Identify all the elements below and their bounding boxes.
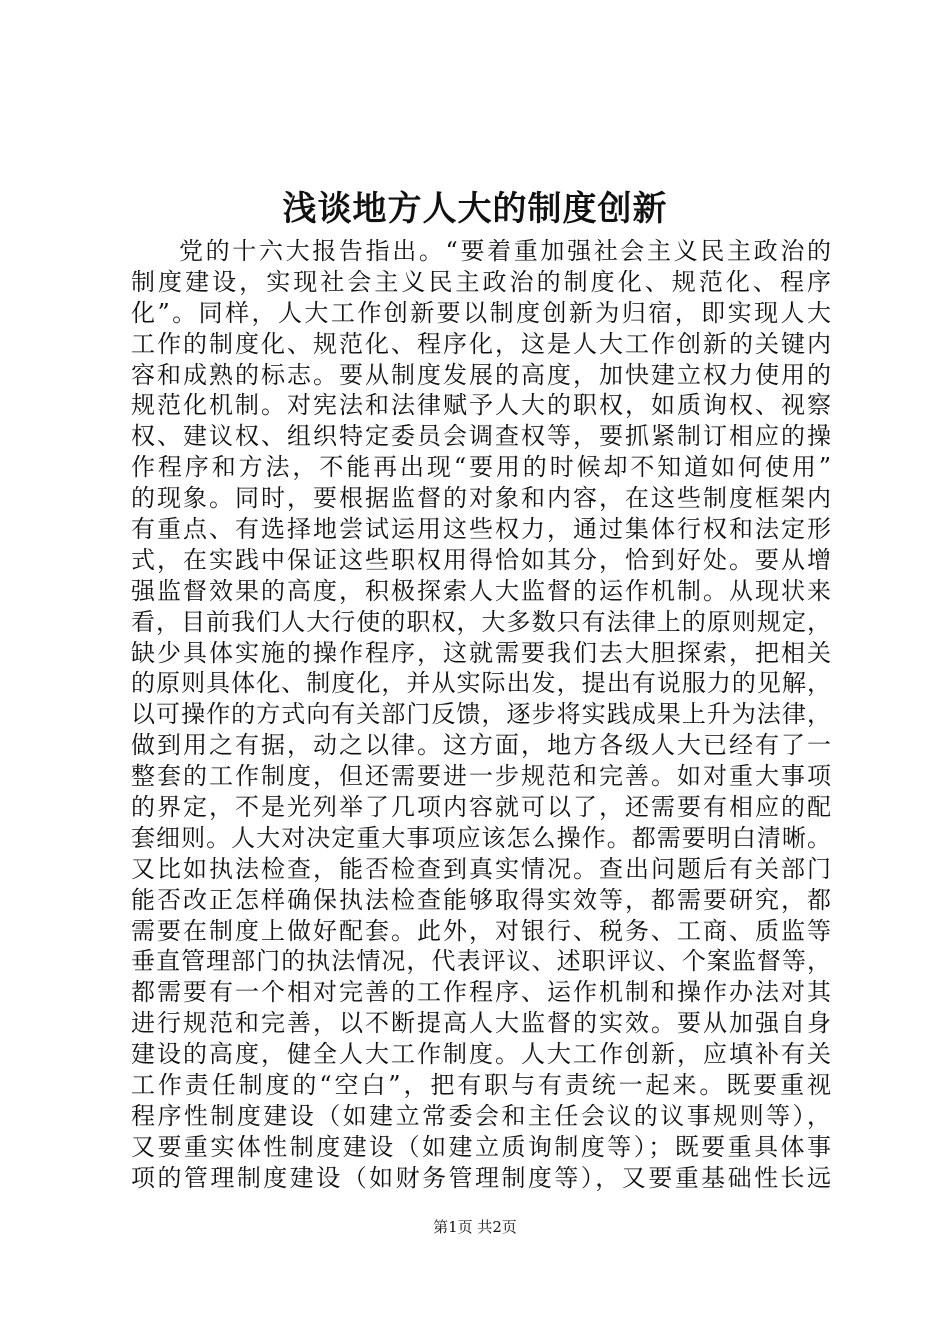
body-line: 垂直管理部门的执法情况，代表评议、述职评议、个案监督等， <box>131 947 831 976</box>
body-line: 规范化机制。对宪法和法律赋予人大的职权，如质询权、视察 <box>131 391 831 420</box>
body-line: 工作的制度化、规范化、程序化，这是人大工作创新的关键内 <box>131 329 831 358</box>
body-line: 缺少具体实施的操作程序，这就需要我们去大胆探索，把相关 <box>131 638 831 667</box>
document-body <box>131 236 831 1194</box>
body-line: 工作责任制度的“空白”，把有职与有责统一起来。既要重视 <box>131 1071 831 1100</box>
body-line: 有重点、有选择地尝试运用这些权力，通过集体行权和法定形 <box>131 515 831 544</box>
body-line: 权、建议权、组织特定委员会调查权等，要抓紧制订相应的操 <box>131 422 831 451</box>
body-line: 作程序和方法，不能再出现“要用的时候却不知道如何使用” <box>131 453 831 482</box>
body-line: 以可操作的方式向有关部门反馈，逐步将实践成果上升为法律， <box>131 700 831 729</box>
body-line: 的界定，不是光列举了几项内容就可以了，还需要有相应的配 <box>131 793 831 822</box>
page-number-footer: 第1页 共2页 <box>433 1218 517 1236</box>
body-line: 又要重实体性制度建设（如建立质询制度等）；既要重具体事 <box>131 1132 831 1161</box>
body-line: 整套的工作制度，但还需要进一步规范和完善。如对重大事项 <box>131 762 831 791</box>
body-line: 的原则具体化、制度化，并从实际出发，提出有说服力的见解， <box>131 669 831 698</box>
body-line: 做到用之有据，动之以律。这方面，地方各级人大已经有了一 <box>131 731 831 760</box>
body-line: 党的十六大报告指出。“要着重加强社会主义民主政治的 <box>179 237 831 265</box>
body-line: 项的管理制度建设（如财务管理制度等），又要重基础性长远 <box>131 1163 831 1192</box>
body-line: 程序性制度建设（如建立常委会和主任会议的议事规则等）， <box>131 1101 831 1130</box>
body-line: 容和成熟的标志。要从制度发展的高度，加快建立权力使用的 <box>131 360 831 389</box>
body-line: 建设的高度，健全人大工作制度。人大工作创新，应填补有关 <box>131 1040 831 1069</box>
body-line: 套细则。人大对决定重大事项应该怎么操作。都需要明白清晰。 <box>131 823 831 852</box>
body-line: 能否改正怎样确保执法检查能够取得实效等，都需要研究，都 <box>131 885 831 914</box>
body-line: 进行规范和完善，以不断提高人大监督的实效。要从加强自身 <box>131 1009 831 1038</box>
document-title: 浅谈地方人大的制度创新 <box>282 189 668 229</box>
body-line: 化”。同样，人大工作创新要以制度创新为归宿，即实现人大 <box>131 298 831 327</box>
body-line: 式，在实践中保证这些职权用得恰如其分，恰到好处。要从增 <box>131 545 831 574</box>
body-line: 制度建设，实现社会主义民主政治的制度化、规范化、程序 <box>131 267 831 296</box>
body-line: 又比如执法检查，能否检查到真实情况。查出问题后有关部门 <box>131 854 831 883</box>
body-line: 的现象。同时，要根据监督的对象和内容，在这些制度框架内 <box>131 484 831 513</box>
body-line: 需要在制度上做好配套。此外，对银行、税务、工商、质监等 <box>131 916 831 945</box>
body-line: 都需要有一个相对完善的工作程序、运作机制和操作办法对其 <box>131 978 831 1007</box>
body-line: 强监督效果的高度，积极探索人大监督的运作机制。从现状来 <box>131 576 831 605</box>
body-line: 看，目前我们人大行使的职权，大多数只有法律上的原则规定， <box>131 607 831 636</box>
